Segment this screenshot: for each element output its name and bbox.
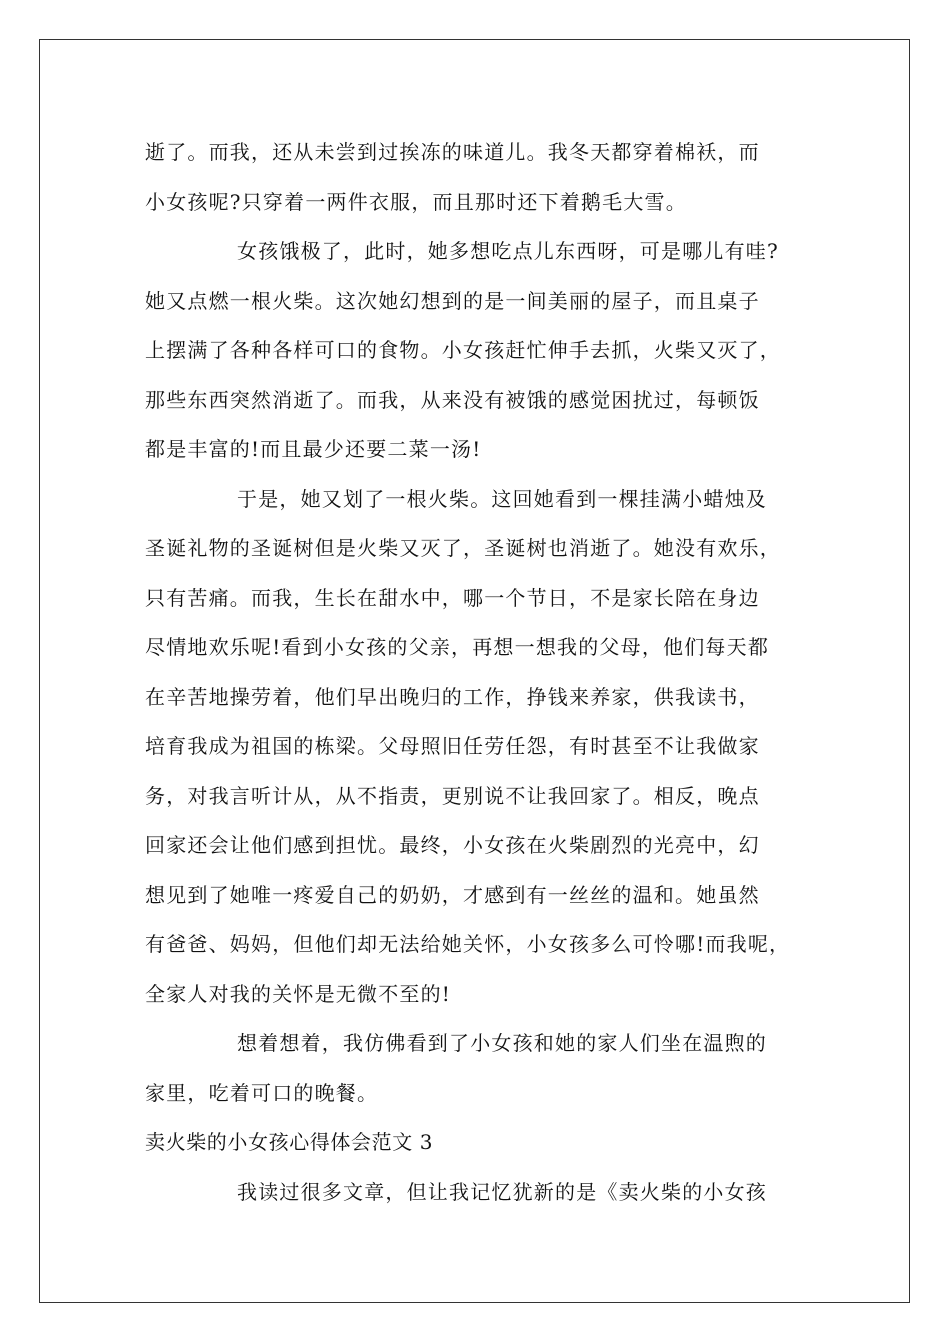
text-line: 务，对我言听计从，从不指责，更别说不让我回家了。相反，晚点: [145, 783, 760, 808]
paragraph-start: 于是，她又划了一根火柴。这回她看到一棵挂满小蜡烛及: [237, 486, 767, 511]
text-line: 培育我成为祖国的栋梁。父母照旧任劳任怨，有时甚至不让我做家: [145, 734, 760, 758]
text-line: 全家人对我的关怀是无微不至的!: [145, 981, 452, 1006]
section-heading: 卖火柴的小女孩心得体会范文 3: [145, 1130, 434, 1154]
text-line: 尽情地欢乐呢!看到小女孩的父亲，再想一想我的父母，他们每天都: [145, 635, 770, 659]
text-line: 小女孩呢?只穿着一两件衣服，而且那时还下着鹅毛大雪。: [145, 189, 687, 214]
paragraph-start: 我读过很多文章，但让我记忆犹新的是《卖火柴的小女孩: [237, 1179, 767, 1204]
paragraph-start: 女孩饿极了，此时，她多想吃点儿东西呀，可是哪儿有哇?: [237, 239, 779, 263]
text-line: 她又点燃一根火柴。这次她幻想到的是一间美丽的屋子，而且桌子: [145, 288, 760, 313]
document-body: [145, 128, 825, 1217]
paragraph-start: 想着想着，我仿佛看到了小女孩和她的家人们坐在温煦的: [237, 1031, 767, 1055]
text-line: 有爸爸、妈妈，但他们却无法给她关怀，小女孩多么可怜哪!而我呢，: [145, 932, 791, 956]
text-line: 回家还会让他们感到担忧。最终，小女孩在火柴剧烈的光亮中，幻: [145, 833, 760, 857]
text-line: 上摆满了各种各样可口的食物。小女孩赶忙伸手去抓，火柴又灭了，: [145, 338, 781, 362]
text-line: 想见到了她唯一疼爱自己的奶奶，才感到有一丝丝的温和。她虽然: [145, 882, 760, 907]
text-line: 只有苦痛。而我，生长在甜水中，哪一个节日，不是家长陪在身边: [145, 585, 760, 610]
text-line: 逝了。而我，还从未尝到过挨冻的味道儿。我冬天都穿着棉袄，而: [145, 140, 760, 164]
text-line: 圣诞礼物的圣诞树但是火柴又灭了，圣诞树也消逝了。她没有欢乐，: [145, 536, 781, 560]
text-line: 都是丰富的!而且最少还要二菜一汤!: [145, 437, 482, 461]
text-line: 那些东西突然消逝了。而我，从来没有被饿的感觉困扰过，每顿饭: [145, 387, 760, 412]
text-line: 家里，吃着可口的晚餐。: [145, 1080, 379, 1105]
text-line: 在辛苦地操劳着，他们早出晚归的工作，挣钱来养家，供我读书，: [145, 684, 760, 709]
